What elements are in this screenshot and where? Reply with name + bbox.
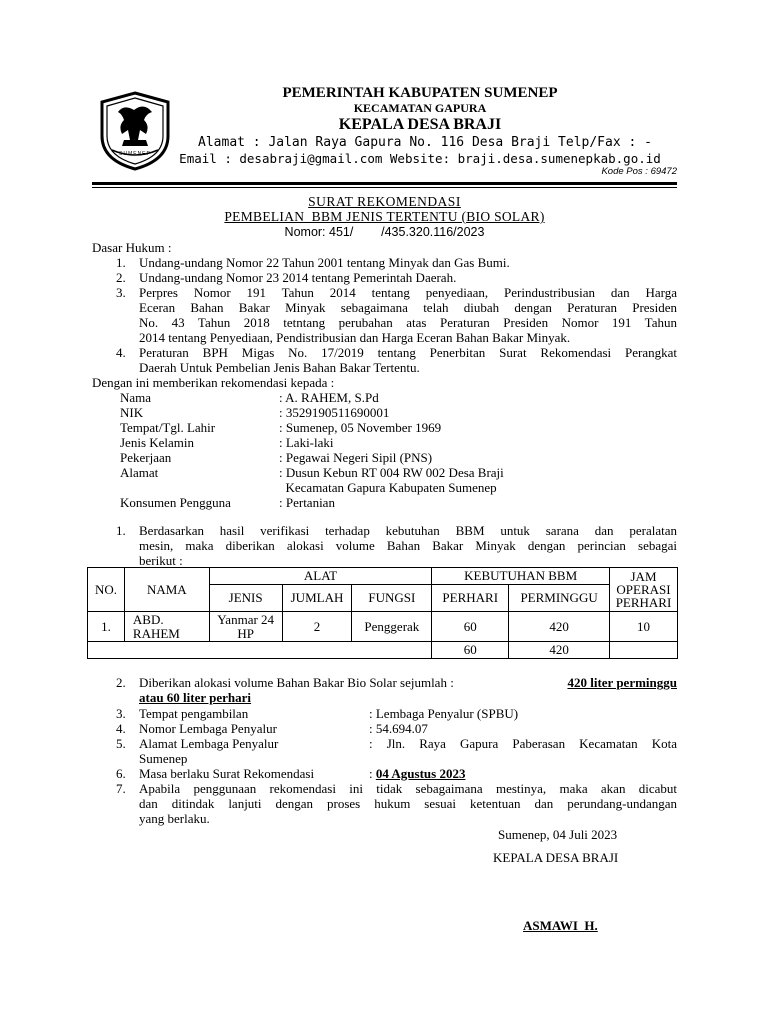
table-row <box>88 612 678 642</box>
legal-basis-text: Eceran Bahan Bakar Minyak sebagaimana telah diubah dengan Peraturan Presiden <box>139 300 677 315</box>
cell-perhari: 60 <box>432 612 509 642</box>
point2-amount: 420 liter perminggu <box>567 675 677 690</box>
point-num: 6. <box>116 766 126 781</box>
legal-basis-num: 1. <box>116 255 126 270</box>
intro-text: Dengan ini memberikan rekomendasi kepada : <box>92 375 335 390</box>
col-header-perhari: PERHARI <box>432 585 509 612</box>
legal-basis-text: No. 43 Tahun 2018 tetntang perubahan atas Peraturan Presiden Nomor 191 Tahun <box>139 315 677 330</box>
point-value-cont: Sumenep <box>139 751 188 766</box>
point-num: 3. <box>116 706 126 721</box>
point-label: Tempat pengambilan <box>139 706 249 721</box>
point-text: berikut : <box>139 553 183 568</box>
field-label: Jenis Kelamin <box>120 435 195 450</box>
letter-title: SURAT REKOMENDASI <box>308 194 461 209</box>
validity-date: 04 Agustus 2023 <box>375 766 466 781</box>
col-header-kebutuhan: KEBUTUHAN BBM <box>432 568 610 585</box>
cell-perminggu: 420 <box>509 612 610 642</box>
col-header-jumlah: JUMLAH <box>282 585 352 612</box>
col-header-jam: JAM OPERASI PERHARI <box>610 568 678 612</box>
signature-position: KEPALA DESA BRAJI <box>493 850 619 865</box>
signature-place-date: Sumenep, 04 Juli 2023 <box>498 827 618 842</box>
point-text: mesin, maka diberikan alokasi volume Bahan Bakar Minyak dengan perincian sebagai <box>139 538 677 553</box>
emblem-text: SUMENEP <box>119 151 151 157</box>
cell-no: 1. <box>88 612 125 642</box>
legal-basis-text: Daerah Untuk Pembelian Jenis Bahan Bakar Tertentu. <box>139 360 420 375</box>
col-header-fungsi: FUNGSI <box>352 585 432 612</box>
legal-basis-text: Perpres Nomor 191 Tahun 2014 tentang penyediaan, Perindustribusian dan Harga <box>139 285 677 300</box>
point-value: : Lembaga Penyalur (SPBU) <box>369 706 519 721</box>
point2-amount-daily: atau 60 liter perhari <box>139 690 252 705</box>
cell-jam: 10 <box>610 612 678 642</box>
field-value: Kecamatan Gapura Kabupaten Sumenep <box>279 480 497 495</box>
kop-email: Email : desabraji@gmail.com Website: braji.desa.sumenepkab.go.id <box>179 151 661 166</box>
legal-basis-num: 4. <box>116 345 126 360</box>
cell-jenis: Yanmar 24 HP <box>209 612 282 642</box>
total-blank <box>88 642 432 659</box>
legal-basis-text: Undang-undang Nomor 22 Tahun 2001 tentang Minyak dan Gas Bumi. <box>139 255 510 270</box>
cell-fungsi: Penggerak <box>352 612 432 642</box>
point-num: 5. <box>116 736 126 751</box>
point-text: Apabila penggunaan rekomendasi ini tidak sebagaimana mestinya, maka akan dicabut <box>139 781 677 796</box>
field-label: Pekerjaan <box>120 450 172 465</box>
point-num: 4. <box>116 721 126 736</box>
point-text: yang berlaku. <box>139 811 210 826</box>
field-value: : Laki-laki <box>279 435 334 450</box>
field-value: : A. RAHEM, S.Pd <box>279 390 379 405</box>
point-value: : Jln. Raya Gapura Paberasan Kecamatan Kota <box>369 736 677 751</box>
legal-basis-text: Undang-undang Nomor 23 2014 tentang Pemerintah Daerah. <box>139 270 457 285</box>
point-text <box>139 675 677 690</box>
point2-text: Diberikan alokasi volume Bahan Bakar Bio Solar sejumlah : <box>139 675 458 690</box>
point-num: 7. <box>116 781 126 796</box>
total-perhari: 60 <box>432 642 509 659</box>
kop-divider-thick <box>92 182 677 185</box>
point6-colon: : <box>369 766 376 781</box>
point-num: 1. <box>116 523 126 538</box>
point-label: Nomor Lembaga Penyalur <box>139 721 277 736</box>
col-header-jenis: JENIS <box>209 585 282 612</box>
point-num: 2. <box>116 675 126 690</box>
legal-basis-text: Peraturan BPH Migas No. 17/2019 tentang Penerbitan Surat Rekomendasi Perangkat <box>139 345 677 360</box>
field-label: NIK <box>120 405 144 420</box>
field-value: : Sumenep, 05 November 1969 <box>279 420 442 435</box>
total-blank <box>610 642 678 659</box>
kop-line2: KECAMATAN GAPURA <box>353 101 487 115</box>
field-label: Nama <box>120 390 152 405</box>
cell-nama: ABD. RAHEM <box>124 612 209 642</box>
point-value <box>369 766 465 781</box>
point-label: Alamat Lembaga Penyalur <box>139 736 279 751</box>
field-label: Tempat/Tgl. Lahir <box>120 420 216 435</box>
kop-address: Alamat : Jalan Raya Gapura No. 116 Desa Braji Telp/Fax : - <box>198 135 652 150</box>
point-text: Berdasarkan hasil verifikasi terhadap kebutuhan BBM untuk sarana dan peralatan <box>139 523 677 538</box>
total-perminggu: 420 <box>509 642 610 659</box>
legal-basis-num: 2. <box>116 270 126 285</box>
field-value: : 3529190511690001 <box>279 405 390 420</box>
field-label: Konsumen Pengguna <box>120 495 231 510</box>
table-total-row <box>88 642 678 659</box>
legal-basis-heading: Dasar Hukum : <box>92 240 172 255</box>
allocation-table <box>87 567 678 659</box>
legal-basis-text: 2014 tentang Penyediaan, Pendistribusian dan Harga Eceran Bahan Bakar Minyak. <box>139 330 571 345</box>
point-label: Masa berlaku Surat Rekomendasi <box>139 766 315 781</box>
cell-jumlah: 2 <box>282 612 352 642</box>
kop-divider-thin <box>92 187 677 188</box>
field-value: : Pertanian <box>279 495 335 510</box>
col-header-no: NO. <box>88 568 125 612</box>
col-header-perminggu: PERMINGGU <box>509 585 610 612</box>
point-text: dan ditindak lanjuti dengan proses hukum sesuai ketentuan dan perundang-undangan <box>139 796 677 811</box>
kop-line1: PEMERINTAH KABUPATEN SUMENEP <box>282 85 558 101</box>
field-value: : Pegawai Negeri Sipil (PNS) <box>279 450 433 465</box>
kop-postal-code: Kode Pos : 69472 <box>601 166 677 177</box>
letter-number: Nomor: 451/ /435.320.116/2023 <box>284 225 485 239</box>
kop-line3: KEPALA DESA BRAJI <box>338 116 502 133</box>
col-header-nama: NAMA <box>124 568 209 612</box>
letter-subtitle: PEMBELIAN BBM JENIS TERTENTU (BIO SOLAR) <box>224 209 545 224</box>
field-label: Alamat <box>120 465 159 480</box>
legal-basis-num: 3. <box>116 285 126 300</box>
col-header-alat: ALAT <box>209 568 432 585</box>
signature-name: ASMAWI H. <box>523 918 598 933</box>
point-value: : 54.694.07 <box>369 721 428 736</box>
field-value: : Dusun Kebun RT 004 RW 002 Desa Braji <box>279 465 504 480</box>
